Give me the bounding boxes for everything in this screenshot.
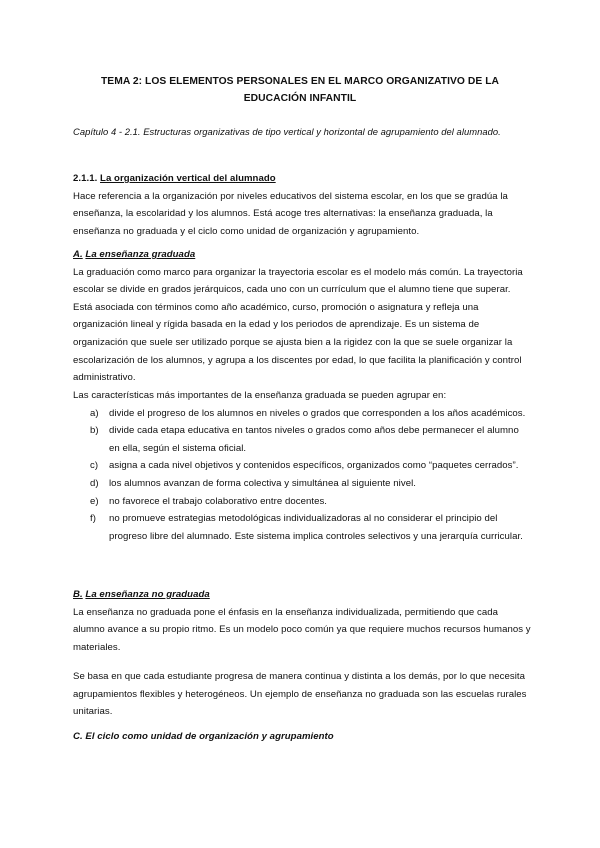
section-2-1-1-paragraph: Hace referencia a la organización por niveles educativos del sistema escolar, en los que se gradúa la enseñanza, la escolaridad y los alumnos. Está acoge tres alternativas: la enseñanza graduada, la enseñanza no graduada y el ciclo como unidad de organización y agrupamiento. <box>73 190 508 237</box>
list-item-text: no favorece el trabajo colaborativo entre docentes. <box>109 495 328 507</box>
list-marker: f) <box>90 513 96 525</box>
list-marker: c) <box>90 460 99 472</box>
section-b-more <box>73 668 531 721</box>
section-a-title: La enseñanza graduada <box>85 249 196 260</box>
section-a-characteristics <box>73 387 531 545</box>
section-b-paragraph-2: Se basa en que cada estudiante progresa de manera continua y distinta a los demás, por lo que necesita agrupamientos flexibles y heterogéneos. Un ejemplo de enseñanza no graduada son las escuelas rurales unitarias. <box>73 671 527 718</box>
list-item-text: no promueve estrategias metodológicas individualizadoras al no considerar el principio del progreso libre del alumnado. Este sistema implica controles selectivos y una jerarquía curricular. <box>109 513 523 542</box>
list-item <box>73 457 531 475</box>
section-c-title: El ciclo como unidad de organización y agrupamiento <box>85 731 334 742</box>
section-a-paragraph-2: Las características más importantes de la enseñanza graduada se pueden agrupar en: <box>73 390 447 401</box>
section-a-heading <box>73 246 531 264</box>
list-marker: d) <box>90 477 99 489</box>
section-c-heading <box>73 728 531 746</box>
section-b <box>73 586 531 656</box>
list-item <box>73 510 531 545</box>
list-item <box>73 422 531 457</box>
list-item <box>73 475 531 493</box>
section-b-letter: B. <box>73 589 83 600</box>
section-a <box>73 246 531 387</box>
section-b-heading <box>73 586 531 604</box>
section-2-1-1-number: 2.1.1. <box>73 173 98 184</box>
page-title: TEMA 2: LOS ELEMENTOS PERSONALES EN EL MARCO ORGANIZATIVO DE LA EDUCACIÓN INFANTIL <box>100 76 500 104</box>
list-item <box>73 405 531 423</box>
section-2-1-1-heading <box>73 170 531 188</box>
section-2-1-1-title: La organización vertical del alumnado <box>100 173 276 184</box>
list-marker: a) <box>90 407 99 419</box>
section-b-paragraph-1: La enseñanza no graduada pone el énfasis en la enseñanza individualizada, permitiendo que cada alumno avance a su propio ritmo. Es un modelo poco común ya que requiere muchos recursos humanos y materiales. <box>73 606 531 653</box>
section-c <box>73 728 531 746</box>
list-item-text: asigna a cada nivel objetivos y contenidos específicos, organizados como “paquetes cerrados”. <box>109 460 519 472</box>
list-marker: e) <box>90 495 99 507</box>
list-item-text: divide el progreso de los alumnos en niveles o grados que corresponden a los años académicos. <box>109 407 526 419</box>
section-a-paragraph-1: La graduación como marco para organizar la trayectoria escolar es el modelo más común. La trayectoria escolar se divide en grados jerárquicos, cada uno con un currículum que el alumno tiene que superar. Está asociada con términos como año académico, curso, promoción o asignatura y refleja una organización lineal y rígida basada en la edad y los periodos de aprendizaje. Es un sistema de organización que suele ser utilizado porque se ajusta bien a la rigidez con la que se suele organizar la escolarización de los alumnos, y agrupa a los discentes por edad, lo que facilita la planificación y control administrativo. <box>73 266 523 384</box>
chapter-subtitle: Capítulo 4 - 2.1. Estructuras organizativas de tipo vertical y horizontal de agrupamiento del alumnado. <box>73 126 501 137</box>
list-item-text: divide cada etapa educativa en tantos niveles o grados como años debe permanecer el alumno en ella, según el sistema oficial. <box>109 425 519 454</box>
list-item-text: los alumnos avanzan de forma colectiva y simultánea al siguiente nivel. <box>109 477 416 489</box>
list-item <box>73 493 531 511</box>
section-a-letter: A. <box>73 249 83 260</box>
list-marker: b) <box>90 425 99 437</box>
section-c-letter: C. <box>73 731 83 742</box>
section-2-1-1 <box>73 170 531 240</box>
characteristics-list <box>73 405 531 546</box>
section-b-title: La enseñanza no graduada <box>85 589 210 600</box>
